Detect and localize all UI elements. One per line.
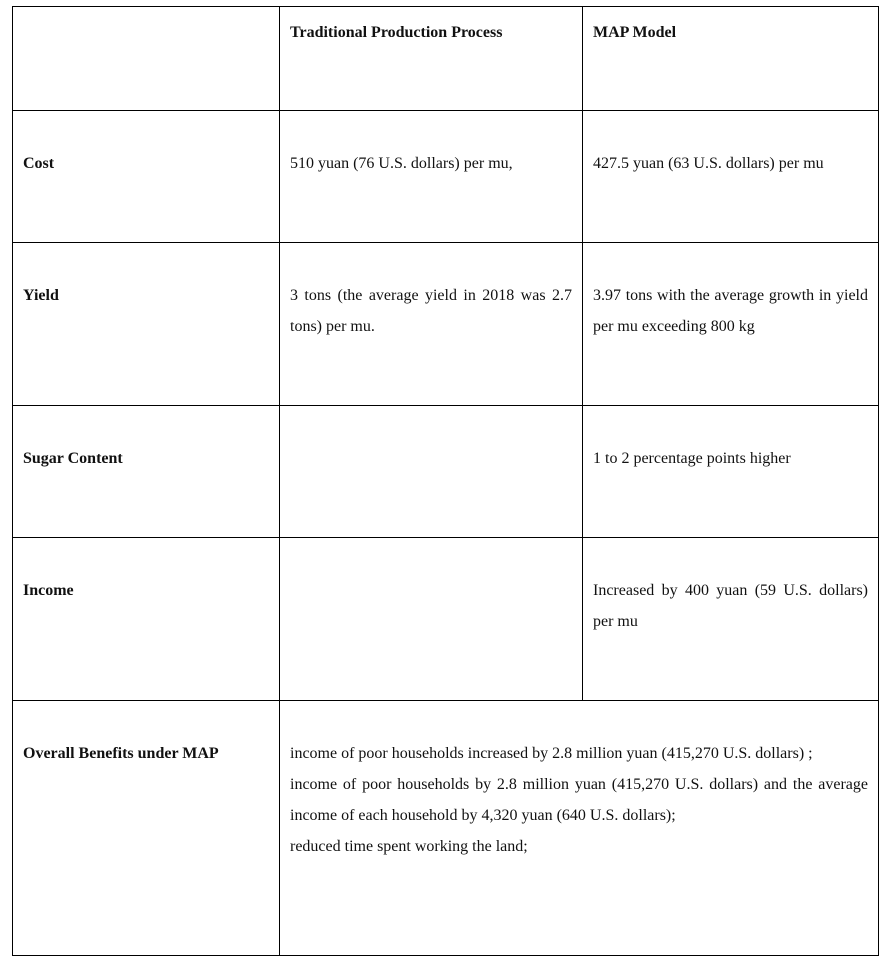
header-traditional: Traditional Production Process [280,7,583,111]
header-row [13,7,879,111]
row-label-cost: Cost [13,111,280,243]
overall-line-2: income of poor households by 2.8 million yuan (415,270 U.S. dollars) and the average income of each household by 4,320 yuan (640 U.S. dollars); [290,776,868,824]
overall-benefits-cell [280,701,879,956]
row-yield [13,243,879,406]
row-cost [13,111,879,243]
header-corner-cell [13,7,280,111]
sugar-map: 1 to 2 percentage points higher [583,406,879,538]
cost-map: 427.5 yuan (63 U.S. dollars) per mu [583,111,879,243]
income-map: Increased by 400 yuan (59 U.S. dollars) per mu [583,538,879,701]
row-sugar [13,406,879,538]
comparison-table [12,6,879,956]
overall-line-3: reduced time spent working the land; [290,838,528,855]
cost-traditional: 510 yuan (76 U.S. dollars) per mu, [280,111,583,243]
yield-traditional: 3 tons (the average yield in 2018 was 2.7 tons) per mu. [280,243,583,406]
income-traditional [280,538,583,701]
sugar-traditional [280,406,583,538]
row-label-overall: Overall Benefits under MAP [13,701,280,956]
row-label-sugar: Sugar Content [13,406,280,538]
row-overall [13,701,879,956]
row-label-income: Income [13,538,280,701]
yield-map: 3.97 tons with the average growth in yield per mu exceeding 800 kg [583,243,879,406]
overall-line-1: income of poor households increased by 2.8 million yuan (415,270 U.S. dollars) ; [290,745,813,762]
row-label-yield: Yield [13,243,280,406]
header-map-model: MAP Model [583,7,879,111]
row-income [13,538,879,701]
